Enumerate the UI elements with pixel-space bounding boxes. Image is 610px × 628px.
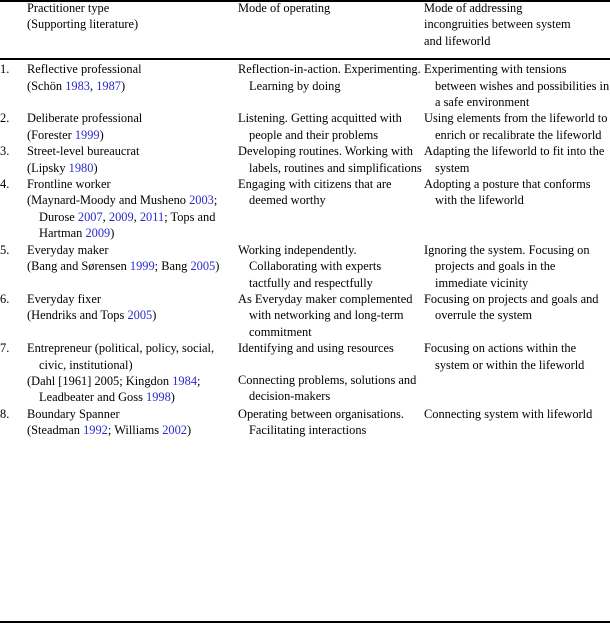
citation-text: (Dahl [1961] 2005; Kingdon <box>27 373 173 388</box>
practitioner-type-cell <box>27 242 238 291</box>
citation-text: ) <box>170 390 175 405</box>
citation-year: 1999 <box>129 259 155 274</box>
row-number: 2. <box>0 111 10 126</box>
practitioner-title: Boundary Spanner <box>27 406 120 421</box>
citation-year: 2009 <box>85 226 111 241</box>
row-number: 4. <box>0 177 10 192</box>
table-bottom-rule <box>0 621 610 623</box>
mode-of-addressing-text: Ignoring the system. Focusing on projects and goals in the immediate vicinity <box>424 242 590 290</box>
header-col1-line1: Practitioner type <box>27 1 110 15</box>
mode-of-operating-cell <box>238 176 424 242</box>
citation-text: ) <box>187 423 192 438</box>
mode-of-operating-text: Connecting problems, solutions and decision-makers <box>238 372 417 403</box>
header-mode-of-addressing <box>424 0 610 49</box>
mode-of-operating-text: Engaging with citizens that are deemed worthy <box>238 177 392 208</box>
mode-of-operating-text: Reflection-in-action. Experimenting. Learning by doing <box>238 62 421 93</box>
citation-year: 2005 <box>190 259 216 274</box>
citation-year: 1992 <box>83 423 108 438</box>
header-col3-line1: Mode of addressing <box>424 1 523 15</box>
mode-of-operating-text: As Everyday maker complemented with networking and long-term commitment <box>238 291 413 339</box>
table-head <box>0 0 610 61</box>
header-number-spacer <box>0 0 27 49</box>
mode-of-operating-text: Operating between organisations. Facilitating interactions <box>238 406 404 438</box>
mode-of-addressing-text: Focusing on projects and goals and overrule the system <box>424 291 599 323</box>
citation-text: (Steadman <box>27 423 84 438</box>
supporting-literature <box>27 422 238 438</box>
row-number: 7. <box>0 341 10 356</box>
citation-year: 2007 <box>77 209 103 224</box>
mode-of-operating-cell <box>238 110 424 143</box>
practitioner-title: Deliberate professional <box>27 111 143 126</box>
mode-of-addressing-text: Using elements from the lifeworld to enrich or recalibrate the lifeworld <box>424 111 608 142</box>
mode-of-operating-cell <box>238 406 424 439</box>
mode-of-operating-cell <box>238 291 424 340</box>
table-row <box>0 143 610 176</box>
practitioner-title: Everyday fixer <box>27 291 101 306</box>
citation-text: , <box>89 78 97 93</box>
mode-of-addressing-cell <box>424 110 610 143</box>
citation-text: ) <box>93 160 98 175</box>
citation-text: (Lipsky <box>27 160 69 175</box>
citation-text: ) <box>110 226 115 241</box>
citation-year: 2002 <box>162 423 187 438</box>
table-row <box>0 242 610 291</box>
table-row <box>0 406 610 439</box>
mode-of-operating-text: Developing routines. Working with labels, routines and simplifications <box>238 144 422 175</box>
supporting-literature <box>27 78 238 94</box>
supporting-literature <box>27 307 238 323</box>
mode-of-addressing-cell <box>424 340 610 406</box>
citation-text: ) <box>120 78 126 93</box>
practitioner-title: Street-level bureaucrat <box>27 144 140 159</box>
row-number: 1. <box>0 62 10 77</box>
header-spacer-cell <box>0 49 610 61</box>
practitioner-title: Reflective professional <box>27 62 142 77</box>
mode-of-addressing-cell <box>424 143 610 176</box>
citation-year: 1983 <box>65 78 90 93</box>
citation-year: 2003 <box>189 193 214 208</box>
header-practitioner-type <box>27 0 238 49</box>
row-number: 6. <box>0 291 10 306</box>
header-col2-line1: Mode of operating <box>238 1 331 15</box>
citation-text: ; Leadbeater and Goss <box>39 373 201 405</box>
table-row <box>0 61 610 110</box>
row-number: 5. <box>0 242 10 257</box>
row-number: 3. <box>0 144 10 159</box>
practitioner-type-cell <box>27 291 238 340</box>
supporting-literature <box>27 192 238 241</box>
supporting-literature <box>27 258 238 274</box>
citation-text: ; Williams <box>107 423 163 438</box>
mode-of-addressing-cell <box>424 61 610 110</box>
mode-of-operating-cell <box>238 61 424 110</box>
mode-of-operating-cell <box>238 143 424 176</box>
mode-of-addressing-cell <box>424 176 610 242</box>
citation-year: 2005 <box>127 308 153 323</box>
citation-text: ; Durose <box>39 193 218 224</box>
mode-of-addressing-text: Adopting a posture that conforms with the lifeworld <box>424 177 591 208</box>
citation-year: 2011 <box>139 209 165 224</box>
table-row <box>0 110 610 143</box>
mode-of-operating-text: Identifying and using resources <box>238 341 394 356</box>
citation-text: ; Tops and Hartman <box>39 209 216 241</box>
citation-year: 1984 <box>172 373 198 388</box>
mode-of-addressing-text: Connecting system with lifeworld <box>424 406 593 421</box>
table-row <box>0 340 610 406</box>
citation-year: 1998 <box>146 390 171 405</box>
citation-text: ) <box>152 308 157 323</box>
practitioner-type-cell <box>27 143 238 176</box>
practitioner-title: Entrepreneur (political, policy, social, civic, institutional) <box>27 341 215 372</box>
header-col1-line2: (Supporting literature) <box>27 17 139 32</box>
citation-year: 1999 <box>74 127 100 142</box>
practitioner-type-cell <box>27 406 238 439</box>
citation-text: , <box>133 209 140 224</box>
citation-text: (Bang and Sørensen <box>27 259 130 274</box>
table-row <box>0 176 610 242</box>
supporting-literature <box>27 127 238 143</box>
citation-text: (Schön <box>27 78 66 93</box>
table-body <box>0 61 610 438</box>
practitioner-title: Everyday maker <box>27 242 109 257</box>
header-row <box>0 0 610 49</box>
header-bottom-spacer <box>0 49 610 61</box>
practitioner-title: Frontline worker <box>27 177 111 192</box>
mode-of-operating-cell <box>238 340 424 406</box>
citation-year: 2009 <box>108 209 134 224</box>
mode-of-operating-text: Working independently. Collaborating with experts tactfully and respectfully <box>238 242 382 290</box>
practitioner-type-cell <box>27 110 238 143</box>
citation-year: 1987 <box>96 78 121 93</box>
citation-text: (Hendriks and Tops <box>27 308 128 323</box>
mode-of-addressing-cell <box>424 406 610 439</box>
citation-text: , <box>102 209 109 224</box>
mode-of-addressing-cell <box>424 291 610 340</box>
header-mode-of-operating <box>238 0 424 49</box>
mode-of-addressing-text: Adapting the lifeworld to fit into the system <box>424 144 605 175</box>
practitioner-type-cell <box>27 61 238 110</box>
citation-text: ) <box>99 127 104 142</box>
citation-text: ; Bang <box>154 259 191 274</box>
mode-of-operating-text: Listening. Getting acquitted with people and their problems <box>238 111 402 142</box>
mode-of-operating-cell <box>238 242 424 291</box>
citation-text: ) <box>215 259 220 274</box>
mode-of-addressing-text: Focusing on actions within the system or within the lifeworld <box>424 341 585 372</box>
supporting-literature <box>27 160 238 176</box>
table-row <box>0 291 610 340</box>
citation-text: (Forester <box>27 127 75 142</box>
citation-text: (Maynard-Moody and Musheno <box>27 193 190 208</box>
header-col3-line3: and lifeworld <box>424 33 491 48</box>
supporting-literature <box>27 373 238 406</box>
practitioner-type-cell <box>27 340 238 406</box>
citation-year: 1980 <box>68 160 94 175</box>
mode-of-addressing-text: Experimenting with tensions between wishes and possibilities in a safe environment <box>424 62 610 110</box>
mode-of-addressing-cell <box>424 242 610 291</box>
row-number: 8. <box>0 406 10 421</box>
header-col3-line2: incongruities between system <box>424 17 571 32</box>
practitioner-type-cell <box>27 176 238 242</box>
